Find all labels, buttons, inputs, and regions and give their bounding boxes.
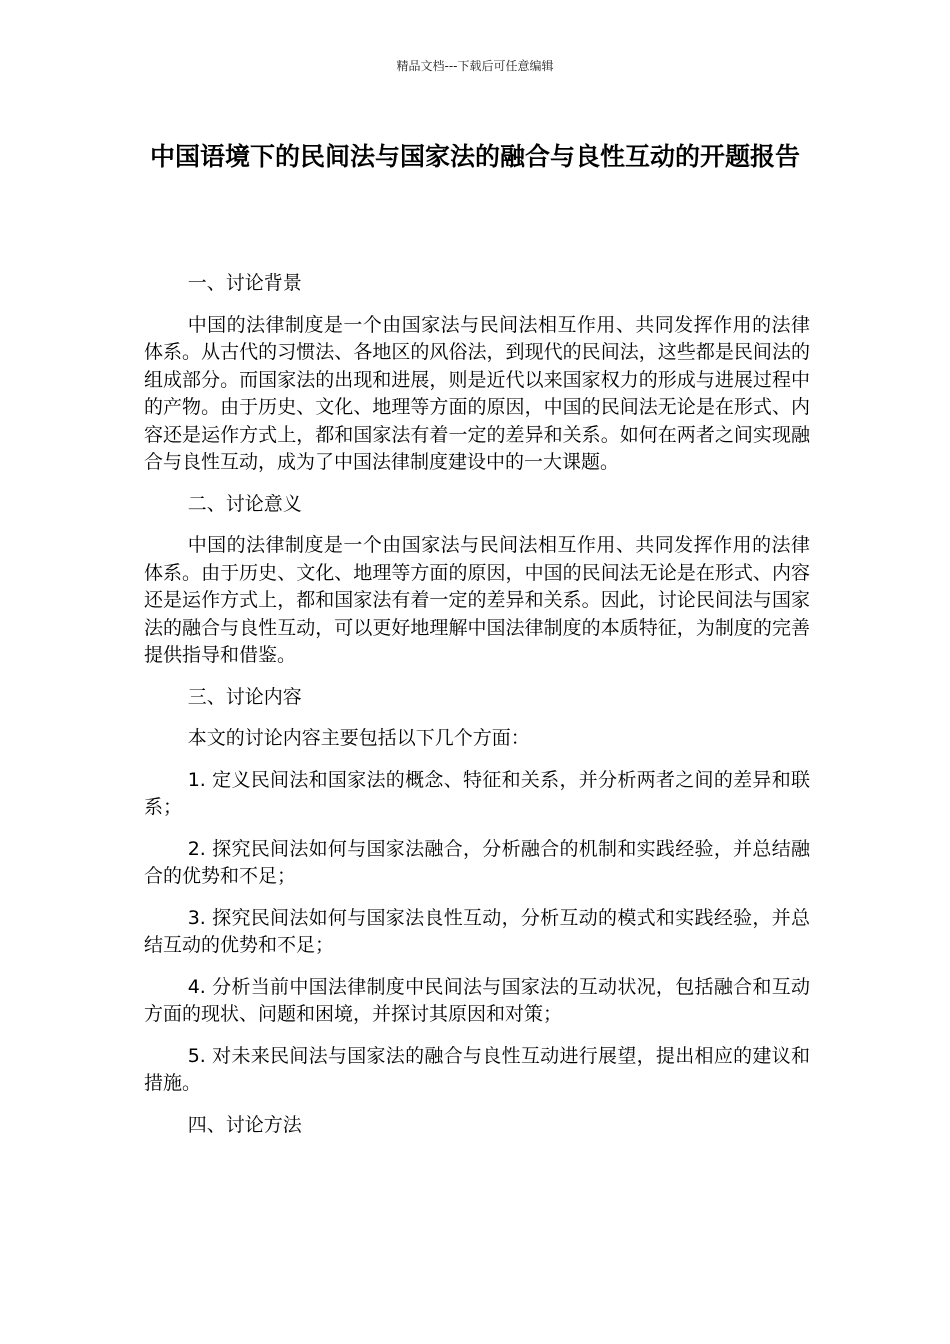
header-note: 精品文档---下载后可任意编辑	[396, 59, 554, 73]
paragraph-background: 中国的法律制度是一个由国家法与民间法相互作用、共同发挥作用的法律体系。从古代的习惯法、各地区的风俗法，到现代的民间法，这些都是民间法的组成部分。而国家法的出现和进展，则是近代以来国家权力的形成与进展过程中的产物。由于历史、文化、地理等方面的原因，中国的民间法无论是在形式、内容还是运作方式上，都和国家法有着一定的差异和关系。如何在两者之间实现融合与良性互动，成为了中国法律制度建设中的一大课题。	[144, 313, 810, 473]
document-body	[144, 270, 810, 1153]
section-heading-significance: 二、讨论意义	[187, 492, 302, 515]
document-title: 中国语境下的民间法与国家法的融合与良性互动的开题报告	[149, 142, 800, 171]
list-item-5: 5. 对未来民间法与国家法的融合与良性互动进行展望，提出相应的建议和措施。	[144, 1044, 810, 1094]
list-item-3: 3. 探究民间法如何与国家法良性互动，分析互动的模式和实践经验，并总结互动的优势和不足；	[144, 906, 810, 956]
list-item-2: 2. 探究民间法如何与国家法融合，分析融合的机制和实践经验，并总结融合的优势和不足；	[144, 837, 810, 887]
section-heading-background: 一、讨论背景	[187, 272, 302, 294]
section-heading-method: 四、讨论方法	[187, 1113, 302, 1136]
list-item-1: 1. 定义民间法和国家法的概念、特征和关系，并分析两者之间的差异和联系；	[144, 768, 810, 818]
paragraph-significance: 中国的法律制度是一个由国家法与民间法相互作用、共同发挥作用的法律体系。由于历史、文化、地理等方面的原因，中国的民间法无论是在形式、内容还是运作方式上，都和国家法有着一定的差异和关系。因此，讨论民间法与国家法的融合与良性互动，可以更好地理解中国法律制度的本质特征，为制度的完善提供指导和借鉴。	[144, 534, 810, 666]
paragraph-content-intro: 本文的讨论内容主要包括以下几个方面：	[187, 727, 530, 749]
list-item-4: 4. 分析当前中国法律制度中民间法与国家法的互动状况，包括融合和互动方面的现状、问题和困境，并探讨其原因和对策；	[144, 975, 810, 1025]
section-heading-content: 三、讨论内容	[187, 685, 302, 708]
